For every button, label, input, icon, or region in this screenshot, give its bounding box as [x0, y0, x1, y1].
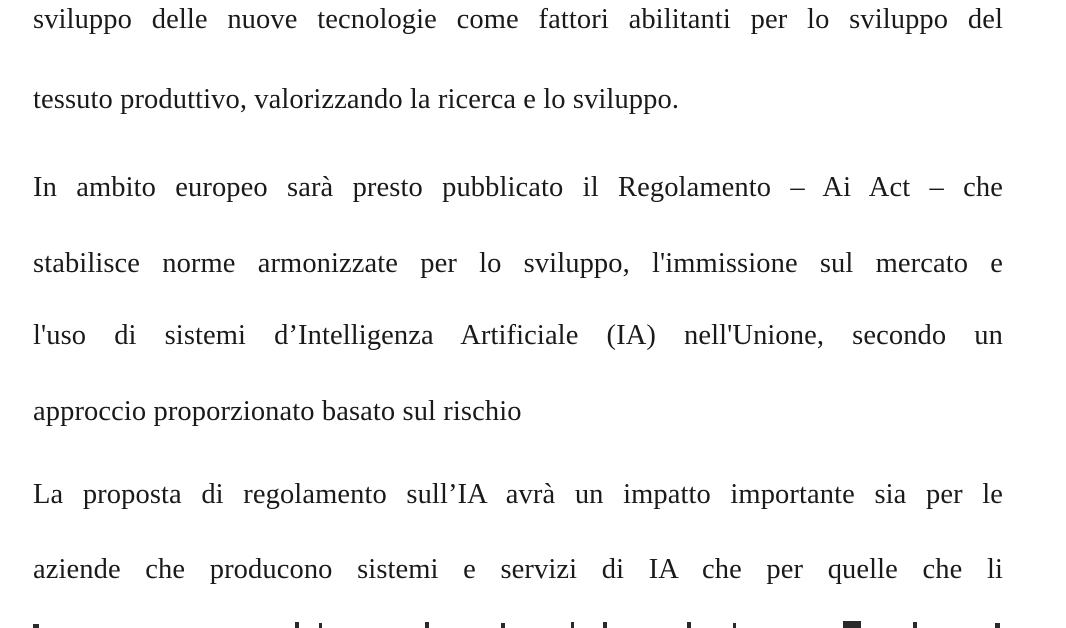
paragraph-1-line-1: sviluppo delle nuove tecnologie come fattori abilitanti per lo sviluppo del	[33, 4, 1003, 35]
paragraph-3-line-1: La proposta di regolamento sull’IA avrà un impatto importante sia per le	[33, 479, 1003, 510]
cut-line-fragments	[33, 610, 1003, 628]
cut-off-next-line	[33, 608, 1003, 628]
paragraph-2-line-3: l'uso di sistemi d’Intelligenza Artificiale (IA) nell'Unione, secondo un	[33, 320, 1003, 351]
paragraph-2-line-2: stabilisce norme armonizzate per lo sviluppo, l'immissione sul mercato e	[33, 248, 1003, 279]
paragraph-1-line-2: tessuto produttivo, valorizzando la ricerca e lo sviluppo.	[33, 84, 680, 115]
paragraph-2-line-4: approccio proporzionato basato sul rischio	[33, 396, 522, 427]
paragraph-3-line-2: aziende che producono sistemi e servizi di IA che per quelle che li	[33, 554, 1003, 585]
paragraph-2-line-1: In ambito europeo sarà presto pubblicato il Regolamento – Ai Act – che	[33, 172, 1003, 203]
